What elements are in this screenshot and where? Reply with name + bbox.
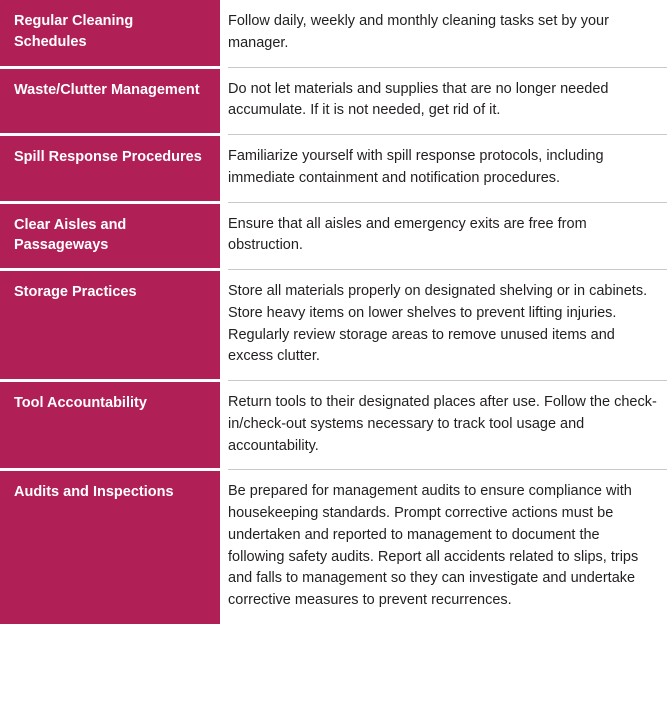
description-cell: Familiarize yourself with spill response protocols, including immediate containment and notification procedures.: [224, 135, 667, 203]
table-row: [0, 270, 667, 381]
table-row: [0, 381, 667, 470]
description-cell: Store all materials properly on designated shelving or in cabinets. Store heavy items on lower shelves to prevent lifting injuries. Regularly review storage areas to remove unused items and excess clutter.: [224, 270, 667, 381]
description-cell: Ensure that all aisles and emergency exits are free from obstruction.: [224, 202, 667, 270]
term-cell: Waste/Clutter Management: [0, 67, 224, 135]
table-row: [0, 135, 667, 203]
term-cell: Storage Practices: [0, 270, 224, 381]
table-row: [0, 202, 667, 270]
table-row: [0, 67, 667, 135]
term-cell: Audits and Inspections: [0, 470, 224, 624]
table-row: [0, 470, 667, 624]
term-cell: Tool Accountability: [0, 381, 224, 470]
table-row: [0, 0, 667, 67]
term-cell: Clear Aisles and Passageways: [0, 202, 224, 270]
description-cell: Follow daily, weekly and monthly cleaning tasks set by your manager.: [224, 0, 667, 67]
description-cell: Do not let materials and supplies that are no longer needed accumulate. If it is not needed, get rid of it.: [224, 67, 667, 135]
description-cell: Be prepared for management audits to ensure compliance with housekeeping standards. Prompt corrective actions must be undertaken and reported to management to document the following safety audits. Report all accidents related to slips, trips and falls to management so they can investigate and undertake corrective measures to prevent recurrences.: [224, 470, 667, 624]
term-cell: Spill Response Procedures: [0, 135, 224, 203]
description-cell: Return tools to their designated places after use. Follow the check-in/check-out systems necessary to track tool usage and accountability.: [224, 381, 667, 470]
term-cell: Regular Cleaning Schedules: [0, 0, 224, 67]
